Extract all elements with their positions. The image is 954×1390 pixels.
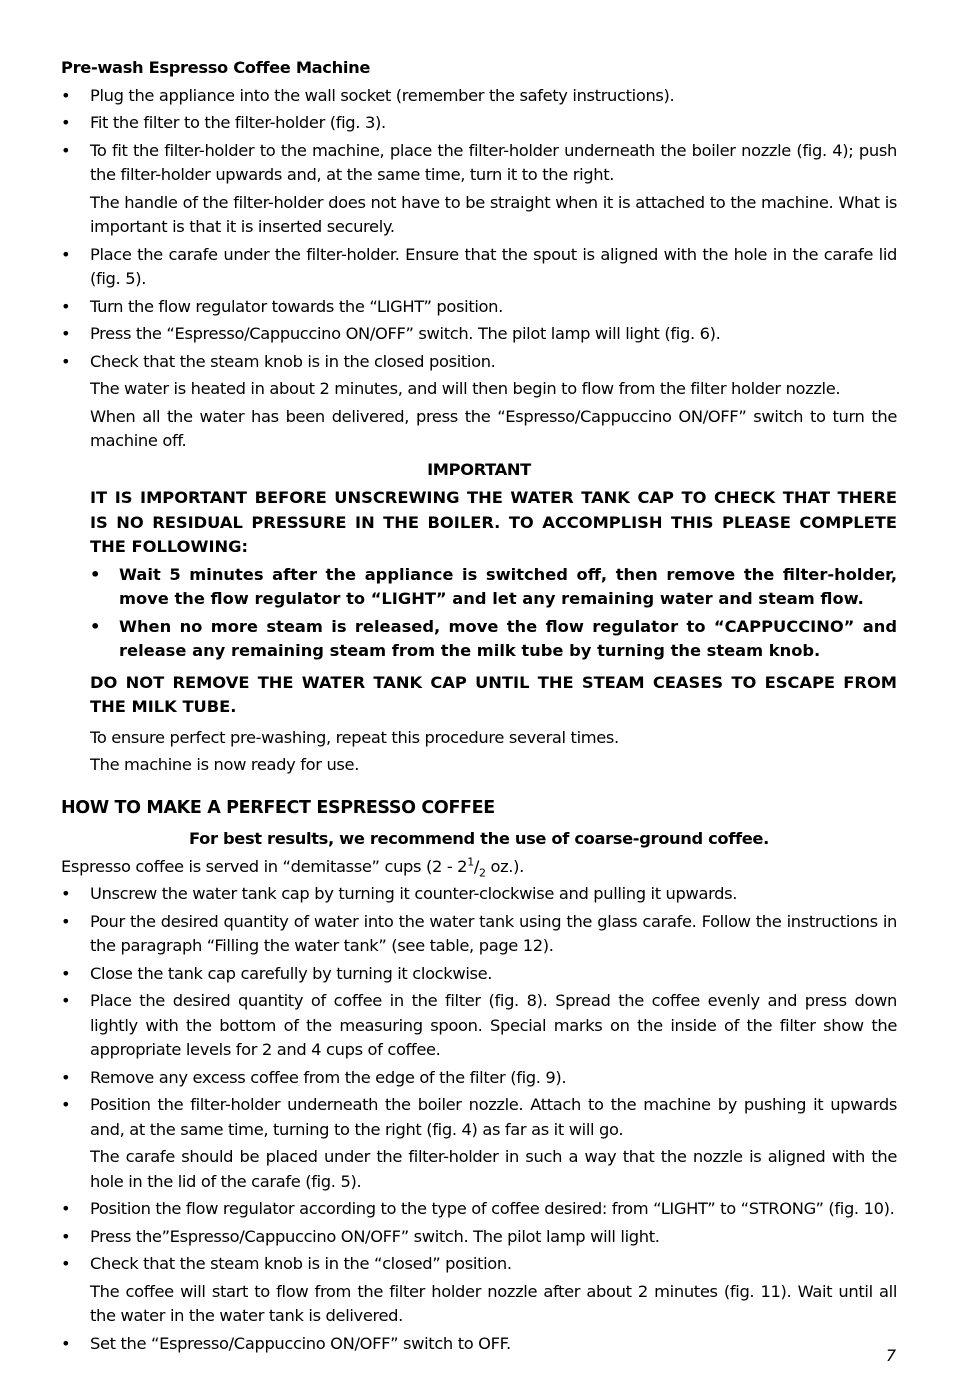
note-paragraph: The coffee will start to flow from the filter holder nozzle after about 2 minutes (fig. 11). Wait until all the water in the water tank is delivered.: [90, 1281, 897, 1325]
page-number: 7: [885, 1346, 896, 1365]
section-title-prewash: Pre-wash Espresso Coffee Machine: [61, 58, 371, 77]
list-item: • Set the “Espresso/Cappuccino ON/OFF” switch to OFF.: [61, 1333, 511, 1353]
list-item: • Plug the appliance into the wall socket (remember the safety instructions).: [61, 85, 675, 105]
document-page: [61, 56, 897, 1356]
list-item: • To fit the filter-holder to the machine, place the filter-holder underneath the boiler nozzle (fig. 4); push the filter-holder upwards and, at the same time, turn it to the right.: [61, 140, 897, 184]
list-item: • Pour the desired quantity of water into the water tank using the glass carafe. Follow the instructions in the paragraph “Filling the water tank” (see table, page 12).: [61, 911, 897, 955]
list-item: • Turn the flow regulator towards the “LIGHT” position.: [61, 296, 503, 316]
important-list-item: • Wait 5 minutes after the appliance is switched off, then remove the filter-holder, move the flow regulator to “LIGHT” and let any remaining water and steam flow.: [90, 564, 897, 608]
note-paragraph: The machine is now ready for use.: [90, 755, 360, 774]
note-paragraph: When all the water has been delivered, press the “Espresso/Cappuccino ON/OFF” switch to turn the machine off.: [90, 406, 897, 450]
recommendation: For best results, we recommend the use of coarse-ground coffee.: [189, 829, 769, 848]
list-item: • Position the flow regulator according to the type of coffee desired: from “LIGHT” to “STRONG” (fig. 10).: [61, 1199, 895, 1218]
list-item: • Close the tank cap carefully by turning it clockwise.: [61, 963, 493, 983]
important-list-item: • When no more steam is released, move the flow regulator to “CAPPUCCINO” and release any remaining steam from the milk tube by turning the steam knob.: [90, 616, 897, 660]
note-paragraph: The carafe should be placed under the filter-holder in such a way that the nozzle is aligned with the hole in the lid of the carafe (fig. 5).: [90, 1147, 897, 1191]
list-item: • Position the filter-holder underneath the boiler nozzle. Attach to the machine by pushing it upwards and, at the same time, turning to the right (fig. 4) as far as it will go.: [61, 1095, 897, 1139]
list-item: • Unscrew the water tank cap by turning it counter-clockwise and pulling it upwards.: [61, 884, 738, 903]
list-item: • Press the “Espresso/Cappuccino ON/OFF” switch. The pilot lamp will light (fig. 6).: [61, 324, 721, 343]
note-paragraph: The water is heated in about 2 minutes, and will then begin to flow from the filter holder nozzle.: [90, 379, 841, 398]
list-item: • Press the”Espresso/Cappuccino ON/OFF” switch. The pilot lamp will light.: [61, 1226, 660, 1246]
important-warning: DO NOT REMOVE THE WATER TANK CAP UNTIL THE STEAM CEASES TO ESCAPE FROM THE MILK TUBE.: [90, 672, 897, 716]
section-title-espresso: HOW TO MAKE A PERFECT ESPRESSO COFFEE: [61, 797, 495, 818]
list-item: • Place the desired quantity of coffee in the filter (fig. 8). Spread the coffee evenly and press down lightly with the bottom of the measuring spoon. Special marks on the inside of the filter show the appropriate levels for 2 and 4 cups of coffee.: [61, 991, 897, 1059]
serving-info: Espresso coffee is served in “demitasse” cups ($2 - 2^1/_2$ oz.).: [61, 855, 524, 879]
important-intro: IT IS IMPORTANT BEFORE UNSCREWING THE WATER TANK CAP TO CHECK THAT THERE IS NO RESIDUAL PRESSURE IN THE BOILER. TO ACCOMPLISH THIS PLEASE COMPLETE THE FOLLOWING:: [90, 488, 897, 556]
important-heading: IMPORTANT: [427, 459, 531, 479]
note-paragraph: The handle of the filter-holder does not have to be straight when it is attached to the machine. What is important is that it is inserted securely.: [90, 192, 897, 236]
list-item: • Check that the steam knob is in the “closed” position.: [61, 1254, 512, 1273]
list-item: • Fit the filter to the filter-holder (fig. 3).: [61, 113, 386, 132]
list-item: • Remove any excess coffee from the edge of the filter (fig. 9).: [61, 1067, 567, 1087]
list-item: • Check that the steam knob is in the closed position.: [61, 351, 496, 371]
list-item: • Place the carafe under the filter-holder. Ensure that the spout is aligned with the hole in the carafe lid (fig. 5).: [61, 244, 897, 288]
note-paragraph: To ensure perfect pre-washing, repeat this procedure several times.: [90, 727, 619, 747]
